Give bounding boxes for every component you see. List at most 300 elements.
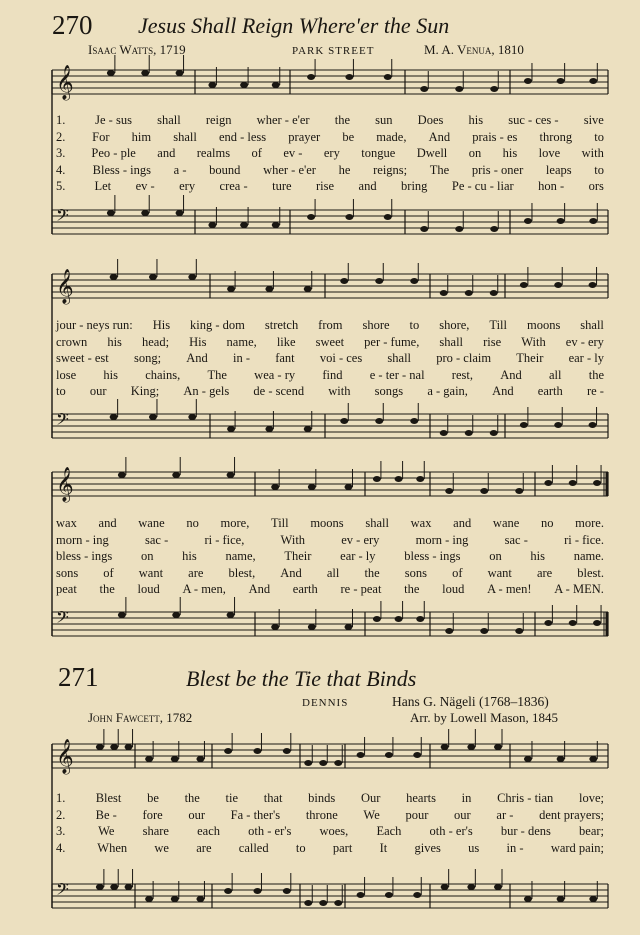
lyric-syllable: ors (588, 179, 604, 193)
lyric-syllable: name, (226, 334, 257, 349)
note-head (455, 86, 463, 92)
lyric-syllable: bless - ings (56, 549, 113, 563)
lyric-syllable: king - dom (190, 318, 245, 332)
lyric-syllable: on (140, 549, 154, 563)
lyric-syllable: For (92, 129, 110, 144)
lyric-syllable: leaps (545, 162, 572, 177)
lyric-syllable: share (142, 824, 169, 838)
lyric-syllable: earth (537, 384, 563, 398)
lyric-syllable: his (103, 367, 118, 382)
note-head (334, 760, 342, 766)
lyric-syllable: per - fume, (364, 334, 420, 349)
note-head (395, 616, 403, 622)
note-head (141, 210, 149, 216)
lyric-syllable: woes, (319, 824, 349, 838)
lyric-syllable: And (428, 129, 451, 144)
note-head (524, 896, 532, 902)
lyric-syllable: And (186, 351, 208, 365)
lyric-syllable: he (338, 162, 351, 177)
lyric-line (56, 335, 604, 350)
lyric-syllable: his (530, 549, 545, 563)
lyric-syllable: fant (275, 351, 295, 365)
note-head (569, 620, 577, 626)
lyric-syllable: be (342, 129, 355, 144)
lyric-syllable: us (468, 840, 480, 855)
note-head (208, 82, 216, 88)
lyric-syllable: 4. (56, 162, 66, 177)
lyric-syllable: gives (414, 840, 441, 855)
lyric-syllable: 1. (56, 113, 66, 127)
note-head (283, 748, 291, 754)
treble-clef-icon: 𝄞 (56, 269, 74, 304)
lyric-syllable: and (98, 516, 117, 530)
lyric-syllable: 2. (56, 129, 66, 144)
note-head (490, 290, 498, 296)
lyric-syllable: love (538, 146, 561, 160)
lyric-syllable: We (363, 807, 380, 822)
note-head (544, 480, 552, 486)
note-head (413, 892, 421, 898)
lyric-syllable: 2. (56, 807, 66, 822)
lyric-syllable: to (409, 318, 420, 332)
lyric-syllable: want (487, 565, 512, 580)
note-head (416, 616, 424, 622)
note-head (96, 744, 104, 750)
note-head (227, 426, 235, 432)
note-head (172, 472, 180, 478)
lyric-syllable: pro - claim (436, 351, 492, 365)
lyric-syllable: rise (483, 334, 502, 349)
note-head (554, 422, 562, 428)
note-head (375, 418, 383, 424)
lyric-syllable: shall (157, 113, 181, 127)
lyric-syllable: ear - ly (568, 351, 604, 365)
lyric-syllable: the (184, 791, 200, 805)
lyric-syllable: wane (492, 516, 520, 530)
lyric-syllable: love; (579, 791, 604, 805)
lyric-syllable: reign (205, 113, 232, 127)
lyric-line (56, 549, 604, 564)
note-head (125, 884, 133, 890)
note-head (455, 226, 463, 232)
lyric-syllable: our (89, 384, 107, 398)
lyric-syllable: ward pain; (550, 840, 604, 855)
lyric-syllable: blest, (228, 565, 256, 580)
lyric-syllable: de - scend (253, 384, 305, 398)
lyric-syllable: With (521, 334, 546, 349)
note-head (593, 480, 601, 486)
lyric-syllable: name. (573, 549, 604, 563)
lyric-syllable: fore (142, 807, 163, 822)
lyric-syllable: shall (439, 334, 464, 349)
lyric-syllable: ri - fice, (204, 532, 245, 547)
note-head (304, 760, 312, 766)
note-head (107, 70, 115, 76)
note-head (319, 900, 327, 906)
note-head (272, 82, 280, 88)
lyric-syllable: stretch (264, 318, 299, 332)
note-head (416, 476, 424, 482)
lyric-syllable: A - men, (182, 582, 226, 596)
note-head (118, 472, 126, 478)
lyric-syllable: shall (365, 516, 389, 530)
hymn-title: Jesus Shall Reign Where'er the Sun (138, 13, 450, 38)
lyric-syllable: the (404, 582, 420, 596)
lyric-syllable: his (182, 549, 197, 563)
lyric-syllable: It (379, 840, 388, 855)
note-head (334, 900, 342, 906)
lyric-line (56, 113, 604, 128)
note-head (340, 418, 348, 424)
lyric-syllable: reigns; (373, 162, 408, 177)
note-head (265, 426, 273, 432)
lyric-syllable: sun (375, 113, 393, 127)
lyric-syllable: in - (233, 351, 251, 365)
lyric-syllable: moons (310, 516, 344, 530)
lyric-syllable: sac - (504, 532, 528, 547)
lyric-syllable: on (468, 146, 482, 160)
lyric-syllable: throne (305, 807, 338, 822)
note-head (420, 86, 428, 92)
lyric-syllable: crown (56, 334, 88, 349)
lyric-syllable: A - men! (487, 582, 532, 596)
note-head (272, 222, 280, 228)
lyric-syllable: rise (316, 179, 335, 193)
lyric-syllable: Blest (95, 791, 122, 805)
lyric-syllable: 3. (56, 824, 66, 838)
lyric-syllable: binds (308, 791, 336, 805)
lyric-syllable: in - (506, 840, 524, 855)
lyric-syllable: shore, (439, 318, 470, 332)
lyric-syllable: each (197, 824, 221, 838)
lyric-syllable: a - gain, (427, 384, 468, 398)
lyric-syllable: made, (376, 129, 407, 144)
note-head (227, 286, 235, 292)
lyric-syllable: song; (133, 351, 162, 365)
lyric-line (56, 146, 604, 161)
lyric-syllable: ev - (135, 179, 155, 193)
note-head (557, 896, 565, 902)
lyric-syllable: sweet (315, 334, 345, 349)
lyric-syllable: the (99, 582, 115, 596)
lyric-syllable: called (238, 840, 269, 855)
hymn-author: Isaac Watts, 1719 (88, 42, 186, 57)
lyric-syllable: Be - (95, 807, 117, 822)
lyric-syllable: of (452, 565, 463, 580)
lyric-syllable: end - less (218, 129, 267, 144)
lyric-line (56, 130, 604, 145)
note-head (176, 210, 184, 216)
note-head (345, 624, 353, 630)
lyric-line (56, 791, 604, 806)
lyric-syllable: With (280, 532, 306, 547)
lyric-syllable: like (276, 334, 296, 349)
note-head (304, 286, 312, 292)
lyric-syllable: tongue (361, 146, 396, 160)
lyric-syllable: lose (56, 367, 77, 382)
lyric-syllable: crea - (219, 179, 248, 193)
lyric-syllable: Each (376, 824, 402, 838)
note-head (467, 744, 475, 750)
lyric-syllable: from (318, 318, 343, 332)
note-head (357, 892, 365, 898)
lyric-syllable: shore (362, 318, 390, 332)
note-head (420, 226, 428, 232)
lyric-line (56, 384, 604, 399)
note-head (373, 616, 381, 622)
note-head (345, 74, 353, 80)
lyric-syllable: name, (225, 549, 256, 563)
lyric-syllable: him (131, 129, 152, 144)
note-head (308, 484, 316, 490)
note-head (319, 760, 327, 766)
lyric-syllable: ev - ery (565, 334, 604, 349)
note-head (494, 744, 502, 750)
lyric-line (56, 566, 604, 581)
note-head (490, 430, 498, 436)
lyric-syllable: sons (56, 565, 79, 580)
lyric-syllable: on (489, 549, 502, 563)
lyric-syllable: morn - ing (415, 532, 469, 547)
note-head (345, 484, 353, 490)
lyric-syllable: moons (526, 318, 561, 332)
note-head (589, 282, 597, 288)
note-head (196, 896, 204, 902)
note-head (96, 884, 104, 890)
lyric-syllable: voi - ces (319, 351, 363, 365)
note-head (445, 628, 453, 634)
lyric-syllable: wher - e'er (256, 113, 310, 127)
treble-clef-icon: 𝄞 (56, 65, 74, 100)
note-head (110, 884, 118, 890)
lyric-syllable: re - (586, 384, 604, 398)
lyric-syllable: jour - neys run: (56, 318, 133, 332)
note-head (340, 278, 348, 284)
lyric-syllable: that (263, 791, 283, 805)
note-head (554, 282, 562, 288)
lyric-syllable: part (332, 840, 353, 855)
note-head (589, 78, 597, 84)
lyric-syllable: ery (323, 146, 340, 160)
tune-name: PARK STREET (292, 45, 375, 57)
lyric-syllable: his (107, 334, 122, 349)
note-head (445, 488, 453, 494)
note-head (494, 884, 502, 890)
lyric-syllable: A - MEN. (554, 582, 604, 596)
note-head (253, 888, 261, 894)
lyric-line (56, 824, 604, 839)
note-head (110, 744, 118, 750)
lyric-syllable: King; (130, 384, 160, 398)
note-head (307, 74, 315, 80)
lyric-syllable: 4. (56, 840, 66, 855)
lyric-syllable: Till (271, 516, 289, 530)
lyric-syllable: ture (272, 179, 292, 193)
note-head (589, 756, 597, 762)
lyric-syllable: wax (56, 516, 77, 530)
note-head (145, 756, 153, 762)
note-head (253, 748, 261, 754)
hymn-composer: M. A. Venua, 1810 (424, 42, 524, 57)
note-head (413, 752, 421, 758)
note-head (176, 70, 184, 76)
lyric-syllable: the (334, 113, 351, 127)
lyric-syllable: the (364, 565, 380, 580)
lyric-syllable: all (548, 367, 562, 382)
note-head (118, 612, 126, 618)
lyric-syllable: hearts (406, 791, 436, 805)
bass-clef-icon: 𝄢 (56, 409, 69, 433)
note-head (208, 222, 216, 228)
note-head (385, 892, 393, 898)
lyric-syllable: shall (173, 129, 197, 144)
note-head (224, 888, 232, 894)
lyric-syllable: be (147, 791, 159, 805)
treble-clef-icon: 𝄞 (56, 739, 74, 774)
lyric-syllable: are (536, 565, 553, 580)
lyric-syllable: ar - (496, 807, 514, 822)
note-head (557, 78, 565, 84)
lyric-syllable: e - ter - nal (369, 367, 425, 382)
lyric-syllable: tie (225, 791, 239, 805)
note-head (149, 274, 157, 280)
note-head (304, 900, 312, 906)
lyric-syllable: to (594, 162, 604, 177)
lyric-syllable: Bless - ings (92, 162, 151, 177)
lyric-syllable: more. (575, 516, 604, 530)
bass-clef-icon: 𝄢 (56, 607, 69, 631)
lyric-syllable: of (103, 565, 114, 580)
lyric-syllable: ri - fice. (564, 532, 604, 547)
lyric-syllable: re - peat (340, 582, 382, 596)
note-head (188, 274, 196, 280)
note-head (227, 612, 235, 618)
note-head (141, 70, 149, 76)
note-head (149, 414, 157, 420)
lyric-syllable: We (98, 824, 115, 838)
lyric-syllable: And (248, 582, 271, 596)
hymn-composer-271: Hans G. Nägeli (1768–1836) (392, 694, 549, 709)
lyric-syllable: shall (387, 351, 412, 365)
lyric-syllable: peat (56, 582, 77, 596)
lyric-syllable: loud (137, 582, 160, 596)
note-head (524, 756, 532, 762)
note-head (440, 290, 448, 296)
lyric-syllable: Je - sus (95, 113, 132, 127)
hymn-number: 270 (52, 10, 93, 40)
lyric-syllable: prayer (288, 129, 321, 144)
lyric-syllable: bur - dens (500, 824, 551, 838)
lyric-syllable: loud (442, 582, 465, 596)
lyric-syllable: oth - er's (429, 824, 473, 838)
lyric-syllable: ear - ly (340, 549, 376, 563)
note-head (308, 624, 316, 630)
lyric-syllable: more, (220, 516, 250, 530)
note-head (441, 884, 449, 890)
note-head (171, 756, 179, 762)
tune-name-271: DENNIS (302, 697, 349, 709)
lyric-syllable: And (500, 367, 522, 382)
lyric-syllable: The (429, 162, 450, 177)
lyric-syllable: Chris - tian (497, 791, 554, 805)
note-head (375, 278, 383, 284)
lyric-syllable: 5. (56, 179, 66, 193)
lyric-syllable: throng (539, 129, 573, 144)
lyric-syllable: head; (141, 334, 170, 349)
lyric-syllable: no (540, 516, 554, 530)
lyric-syllable: An - gels (183, 384, 230, 398)
lyric-syllable: Their (516, 351, 544, 365)
note-head (307, 214, 315, 220)
lyric-syllable: his (468, 113, 484, 127)
lyric-syllable: are (196, 840, 212, 855)
note-head (110, 274, 118, 280)
lyric-syllable: His (152, 318, 171, 332)
note-head (373, 476, 381, 482)
note-head (172, 612, 180, 618)
note-head (520, 282, 528, 288)
lyric-line (56, 179, 604, 194)
lyric-syllable: Their (284, 549, 312, 563)
lyric-syllable: Let (94, 179, 112, 193)
note-head (145, 896, 153, 902)
note-head (385, 752, 393, 758)
lyric-syllable: are (188, 565, 204, 580)
note-head (171, 896, 179, 902)
lyric-line (56, 368, 604, 383)
note-head (271, 484, 279, 490)
lyric-syllable: Peo - ple (91, 146, 136, 160)
note-head (515, 628, 523, 634)
note-head (515, 488, 523, 494)
lyric-syllable: morn - ing (56, 532, 109, 547)
lyric-syllable: to (56, 384, 66, 398)
note-head (304, 426, 312, 432)
lyric-syllable: with (581, 146, 604, 160)
lyric-syllable: His (189, 334, 207, 349)
lyric-syllable: blest. (577, 565, 604, 580)
lyric-syllable: songs (374, 384, 404, 398)
lyric-syllable: ery (179, 179, 196, 193)
note-head (490, 86, 498, 92)
lyric-syllable: our (454, 807, 471, 822)
note-head (440, 430, 448, 436)
lyric-syllable: want (138, 565, 164, 580)
note-head (467, 884, 475, 890)
lyric-syllable: our (188, 807, 205, 822)
note-head (188, 414, 196, 420)
note-head (589, 218, 597, 224)
lyric-syllable: ev - ery (341, 532, 380, 547)
lyric-syllable: and (453, 516, 472, 530)
note-head (520, 422, 528, 428)
note-head (544, 620, 552, 626)
lyric-syllable: Pe - cu - liar (451, 179, 514, 193)
lyric-syllable: And (492, 384, 514, 398)
note-head (569, 480, 577, 486)
lyric-syllable: with (328, 384, 351, 398)
lyric-syllable: hon - (538, 179, 565, 193)
lyric-syllable: The (207, 367, 227, 382)
lyric-syllable: suc - ces - (508, 113, 559, 127)
note-head (589, 896, 597, 902)
lyric-syllable: sive (583, 113, 604, 127)
hymn-author-271: John Fawcett, 1782 (88, 710, 193, 725)
lyric-line (56, 318, 604, 333)
note-head (465, 430, 473, 436)
note-head (410, 278, 418, 284)
note-head (490, 226, 498, 232)
